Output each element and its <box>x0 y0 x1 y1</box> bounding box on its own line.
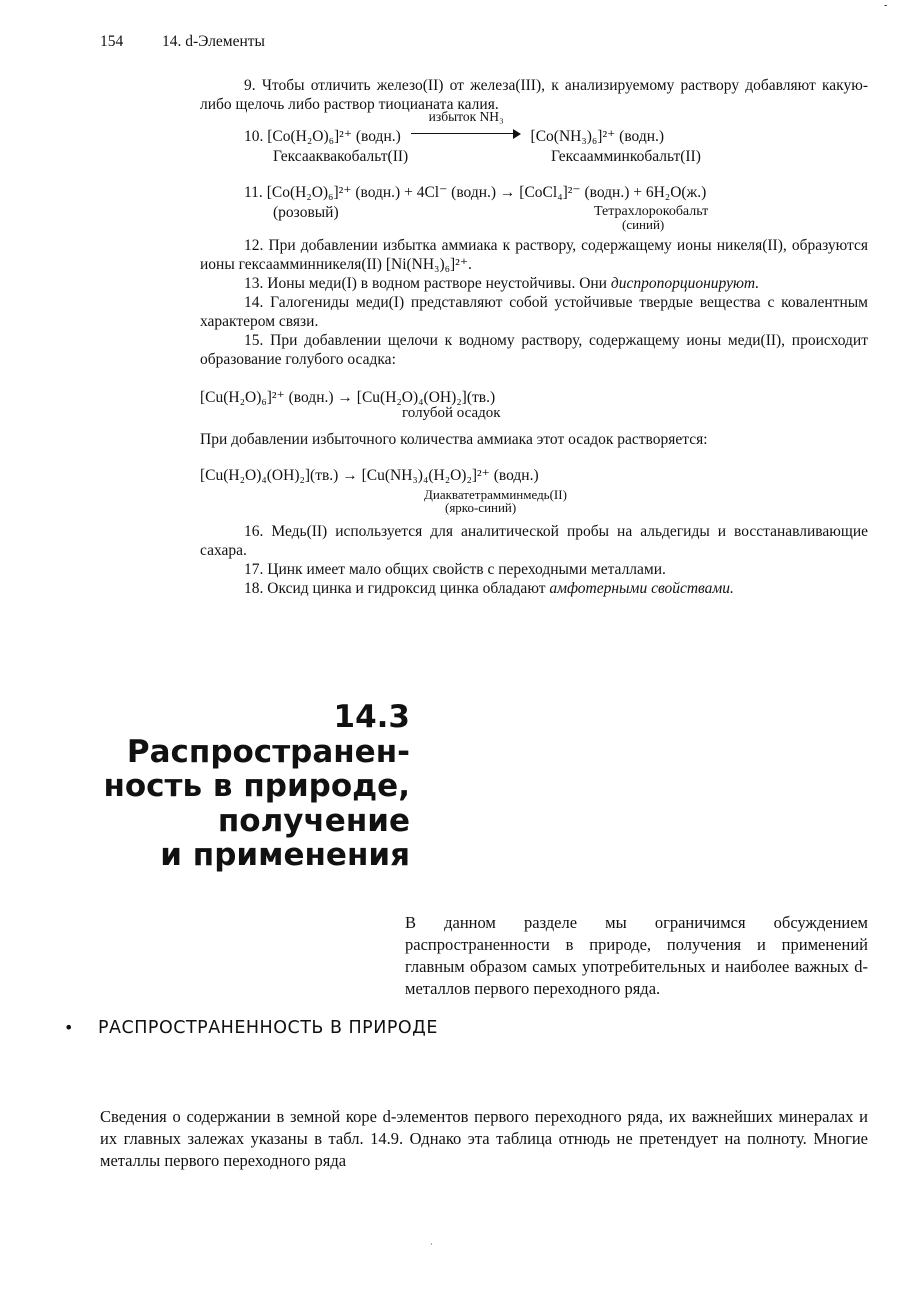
item-10-right-name: Гексаамминкобальт(II) <box>551 148 701 165</box>
item-11-right-note: (синий) <box>622 217 665 232</box>
item-11-number: 11. <box>244 184 263 201</box>
scan-mark: - <box>884 0 888 11</box>
section-number: 14.3 <box>333 699 410 735</box>
item-15-equation-b: [Cu(H₂O)₄(OH)₂](тв.) → [Cu(NH₃)₄(H₂O)₂]²⁺ (водн.) <box>200 467 539 484</box>
item-9 <box>200 76 868 114</box>
item-10-number: 10. <box>244 128 264 145</box>
item-14-text: 14. Галогениды меди(I) представляют собой устойчивые твердые вещества с ковалентным характером связи. <box>200 294 868 330</box>
item-15-caption-b: Диакватетрамминмедь(II) <box>424 487 567 502</box>
items-16-18 <box>200 522 868 598</box>
item-10-right: [Co(NH₃)₆]²⁺ (водн.) <box>530 128 665 145</box>
section-heading <box>103 700 410 873</box>
section-title-line-1: Распространен- <box>126 733 410 770</box>
section-intro-text: В данном разделе мы ограничимся обсуждением распространенности в природе, получения и применений главным образом самых употребительных и наиболее важных d-металлов первого переходного ряда. <box>405 913 868 998</box>
item-15-text: 15. При добавлении щелочи к водному раствору, содержащему ионы меди(II), происходит образование голубого осадка: <box>200 332 868 368</box>
section-intro <box>100 912 868 1000</box>
item-11-equation <box>244 183 706 202</box>
body-paragraph <box>100 1106 868 1172</box>
item-15-equation-a: [Cu(H₂O)₆]²⁺ (водн.) → [Cu(H₂O)₄(OH)₂](тв.) <box>200 389 496 406</box>
section-title-line-2: ность в природе, <box>103 768 410 804</box>
item-18-italic: амфотерными свойствами. <box>549 580 734 597</box>
item-11-formula: [Co(H₂O)₆]²⁺ (водн.) + 4Cl⁻ (водн.) → [CoCl₄]²⁻ (водн.) + 6H₂O(ж.) <box>266 184 707 201</box>
reaction-arrow <box>411 109 521 139</box>
item-11-left-note: (розовый) <box>273 204 339 221</box>
item-9-text: 9. Чтобы отличить железо(II) от железа(III), к анализируемому раствору добавляют какую-либо щелочь либо раствор тиоцианата калия. <box>200 77 868 113</box>
item-13-italic: диспропорционируют. <box>610 275 760 292</box>
chapter-title: 14. d-Элементы <box>162 33 265 50</box>
item-13-text <box>200 274 868 293</box>
section-title-line-4: и применения <box>160 837 410 873</box>
body-paragraph-text: Сведения о содержании в земной коре d-элементов первого переходного ряда, их важнейших минералах и их главных залежах указаны в табл. 14.9. Однако эта таблица отнюдь не претендует на полноту. Многие металлы первого переходного ряда <box>100 1107 868 1170</box>
page-number: 154 <box>100 33 124 50</box>
item-12-text: 12. При добавлении избытка аммиака к раствору, содержащему ионы никеля(II), образуются ионы гексаамминникеля(II) [Ni(NH₃)₆]²⁺. <box>200 237 868 273</box>
bullet-icon: • <box>64 1018 74 1037</box>
item-13-plain: 13. Ионы меди(I) в водном растворе неустойчивы. Они <box>244 275 611 292</box>
items-12-15 <box>200 236 868 369</box>
item-18-text <box>200 579 868 598</box>
item-10-left-name: Гексааквакобальт(II) <box>273 148 409 165</box>
item-15-middle-text: При добавлении избыточного количества аммиака этот осадок растворяется: <box>200 431 708 448</box>
item-18-plain: 18. Оксид цинка и гидроксид цинка обладают <box>244 580 550 597</box>
item-15-middle <box>200 430 868 449</box>
subheading-text: РАСПРОСТРАНЕННОСТЬ В ПРИРОДЕ <box>98 1018 438 1038</box>
arrow-label: избыток NH₃ <box>428 109 504 124</box>
item-15-caption-a: голубой осадок <box>402 405 501 421</box>
item-15-note-b: (ярко-синий) <box>445 500 517 515</box>
running-head <box>100 33 265 51</box>
item-10-left: [Co(H₂O)₆]²⁺ (водн.) <box>267 128 401 145</box>
subheading <box>64 1018 438 1038</box>
item-11-right-name: Тетрахлорокобальт <box>594 204 709 219</box>
scan-speck: · <box>430 1240 433 1249</box>
item-17-text: 17. Цинк имеет мало общих свойств с переходными металлами. <box>244 561 666 578</box>
section-title-line-3: получение <box>217 802 410 839</box>
item-16-text: 16. Медь(II) используется для аналитической пробы на альдегиды и восстанавливающие сахара. <box>200 523 868 559</box>
item-10-equation <box>244 109 665 146</box>
